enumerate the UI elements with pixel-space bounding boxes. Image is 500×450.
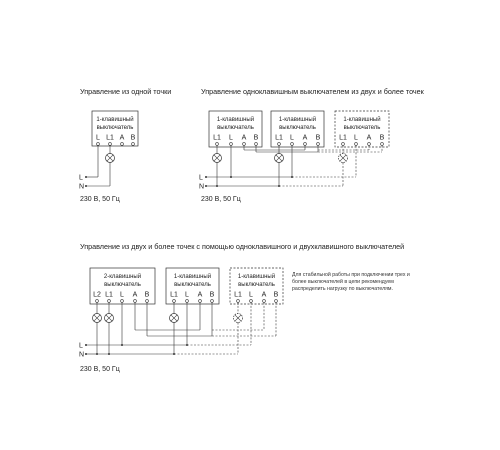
terminal-l: L <box>249 291 253 299</box>
supply-n-label: N <box>79 351 85 359</box>
terminal-a: A <box>366 134 372 142</box>
terminal-l: L <box>229 134 233 142</box>
terminal-l1: L1 <box>105 291 113 299</box>
switch-label-line1: 2-клавишный <box>103 274 142 280</box>
switch-label-line2: выключатель <box>279 125 316 131</box>
lamp-icon <box>105 314 114 323</box>
terminal-a: A <box>261 291 267 299</box>
terminal-l1: L1 <box>234 291 242 299</box>
switch-label-line1: 1-клавишный <box>343 117 381 123</box>
terminal-l1: L1 <box>106 134 114 142</box>
terminal-b: B <box>130 134 136 142</box>
lamp-icon-optional <box>234 314 243 323</box>
terminal-l: L <box>185 291 189 299</box>
diagram-title: Управление из двух и более точек с помощью одноклавишного и двухклавишного выключателей <box>80 242 405 251</box>
switch-label-line2: выключатель <box>174 282 211 288</box>
lamp-icon <box>106 154 115 163</box>
supply-n-label: N <box>199 183 205 191</box>
terminal-l2: L2 <box>93 291 101 299</box>
terminal-a: A <box>302 134 308 142</box>
supply-spec: 230 В, 50 Гц <box>201 196 241 203</box>
switch-label-line1: 1-клавишный <box>96 117 134 123</box>
terminal-b: B <box>273 291 279 299</box>
lamp-icon <box>213 154 222 163</box>
supply-spec: 230 В, 50 Гц <box>80 196 120 203</box>
terminal-l1: L1 <box>275 134 283 142</box>
lamp-icon <box>93 314 102 323</box>
terminal-a: A <box>197 291 203 299</box>
switch-label-line1: 1-клавишный <box>278 117 317 123</box>
terminal-b: B <box>379 134 385 142</box>
switch-label-line2: выключатель <box>217 125 254 131</box>
diagram-single-point <box>79 87 171 203</box>
terminal-l1: L1 <box>170 291 178 299</box>
diagram-title: Управление одноклавишным выключателем из двух и более точек <box>201 87 424 96</box>
terminal-l: L <box>120 291 124 299</box>
terminal-l1: L1 <box>339 134 347 142</box>
terminal-l: L <box>96 134 100 142</box>
supply-n-label: N <box>79 183 85 191</box>
terminal-a: A <box>119 134 125 142</box>
terminal-l1: L1 <box>213 134 221 142</box>
diagram-two-or-more-points <box>199 87 425 203</box>
load-distribution-note <box>292 271 410 292</box>
lamp-icon <box>275 154 284 163</box>
terminal-b: B <box>315 134 321 142</box>
supply-l-label: L <box>199 174 203 182</box>
switch-label-line2: выключатель <box>238 282 275 288</box>
diagram-mixed-switches <box>79 242 410 373</box>
terminal-l: L <box>290 134 294 142</box>
supply-spec: 230 В, 50 Гц <box>80 366 120 373</box>
terminal-a: A <box>241 134 247 142</box>
switch-label-line1: 1-клавишный <box>237 274 276 280</box>
terminal-b: B <box>253 134 259 142</box>
supply-l-label: L <box>79 342 83 350</box>
switch-label-line1: 1-клавишный <box>173 274 212 280</box>
diagram-title: Управление из одной точки <box>80 87 172 96</box>
terminal-b: B <box>144 291 150 299</box>
note-line2: более выключателей в цепи рекомендуем <box>292 279 394 285</box>
switch-label-line2: выключатель <box>96 125 134 131</box>
switch-label-line2: выключатель <box>343 125 381 131</box>
note-line3: распределить нагрузку по выключателям. <box>292 286 393 292</box>
terminal-l: L <box>354 134 358 142</box>
supply-l-label: L <box>79 174 83 182</box>
terminal-b: B <box>209 291 215 299</box>
lamp-icon <box>170 314 179 323</box>
switch-label-line2: выключатель <box>104 282 141 288</box>
switch-label-line1: 1-клавишный <box>216 117 255 123</box>
lamp-icon-optional <box>339 154 348 163</box>
terminal-a: A <box>132 291 138 299</box>
note-line1: Для стабильной работы при подключении трех и <box>292 272 410 278</box>
